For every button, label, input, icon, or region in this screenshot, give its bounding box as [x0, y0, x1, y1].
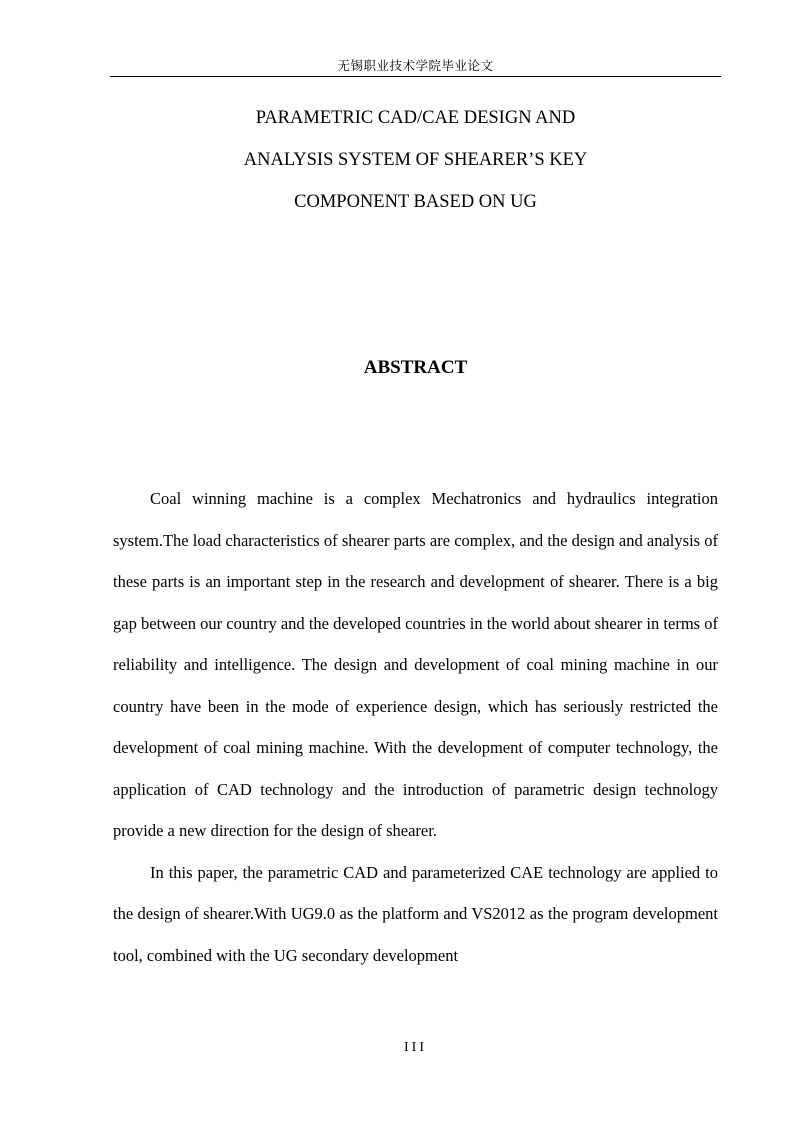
running-header: 无锡职业技术学院毕业论文 [337, 58, 494, 73]
abstract-paragraph: Coal winning machine is a complex Mechatronics and hydraulics integration system.The load characteristics of shearer parts are complex, and the design and analysis of these parts is an important step in the research and development of shearer. There is a big gap between our country and the developed countries in the world about shearer in terms of reliability and intelligence. The design and development of coal mining machine in our country have been in the mode of experience design, which has seriously restricted the development of coal mining machine. With the development of computer technology, the application of CAD technology and the introduction of parametric design technology provide a new direction for the design of shearer. [113, 489, 718, 840]
abstract-paragraph: In this paper, the parametric CAD and parameterized CAE technology are applied to the design of shearer.With UG9.0 as the platform and VS2012 as the program development tool, combined with the UG secondary development [113, 862, 718, 965]
title-line: ANALYSIS SYSTEM OF SHEARER’S KEY [243, 150, 588, 170]
paper-title [110, 104, 721, 230]
title-line: COMPONENT BASED ON UG [294, 192, 537, 212]
abstract-heading: ABSTRACT [363, 357, 468, 378]
page-number: III [404, 1040, 427, 1055]
abstract-body [113, 478, 718, 976]
header-rule [110, 76, 721, 77]
title-line: PARAMETRIC CAD/CAE DESIGN AND [255, 108, 576, 128]
